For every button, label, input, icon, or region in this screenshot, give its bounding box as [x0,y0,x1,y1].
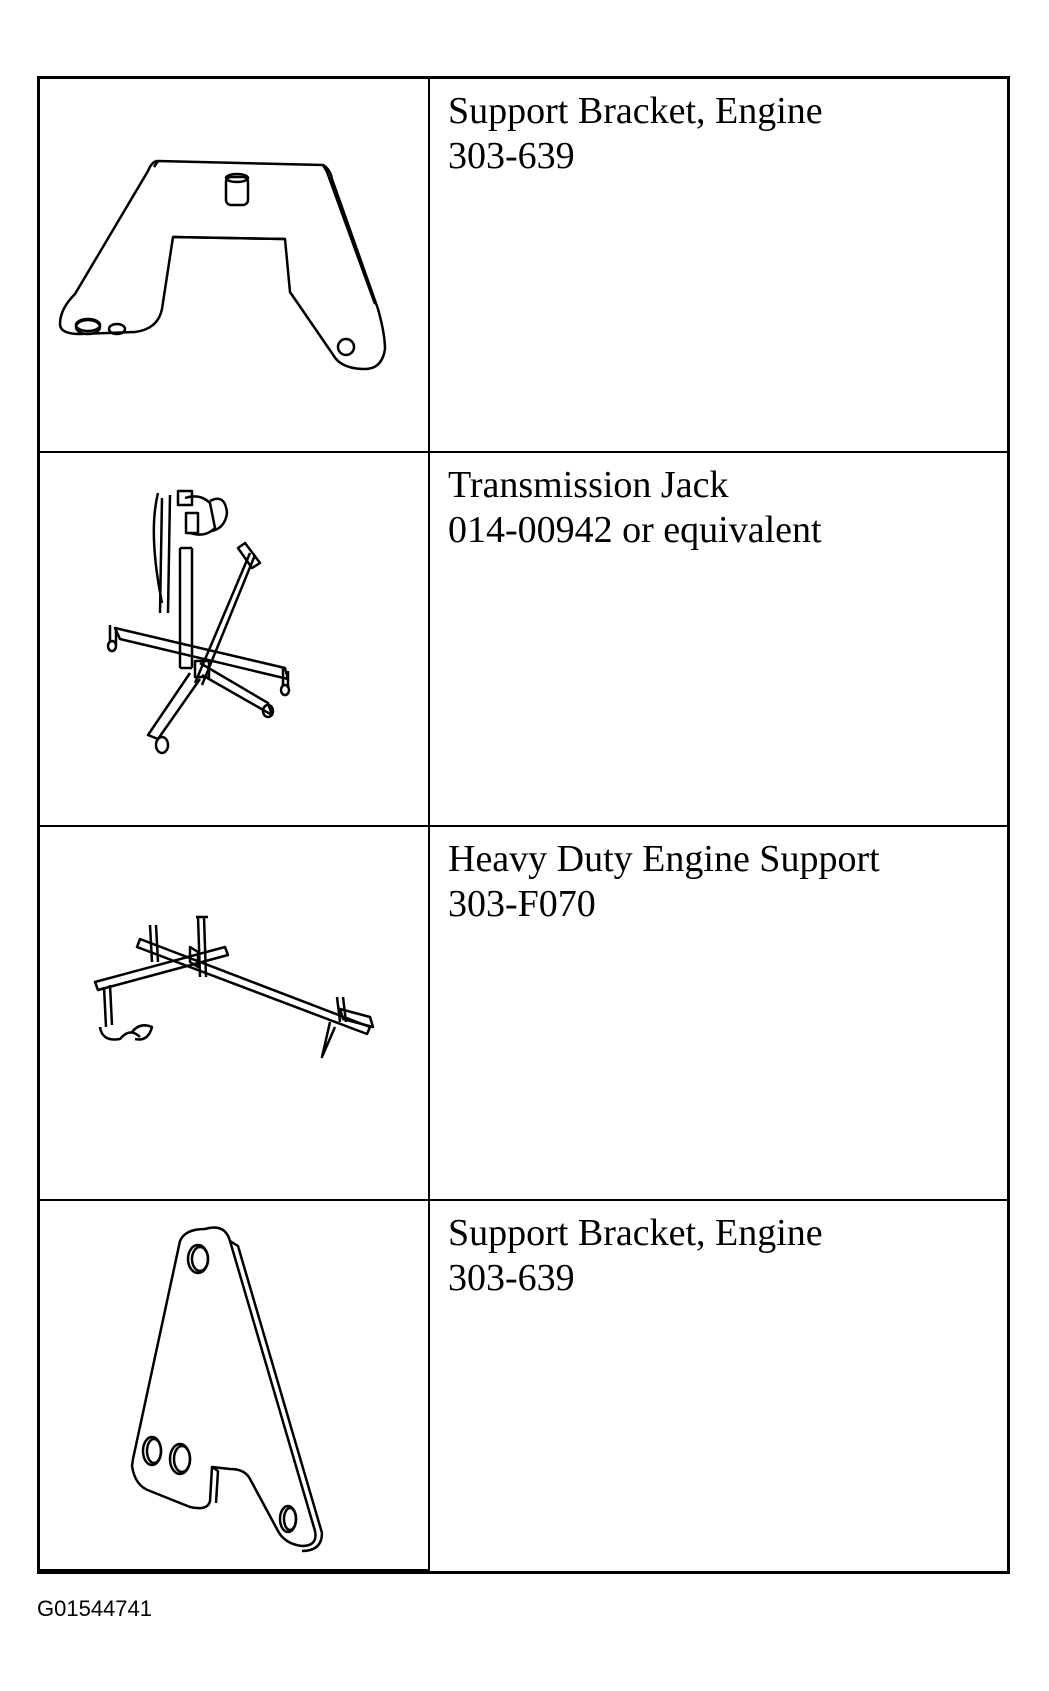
engine-support-bracket-icon [40,79,428,451]
transmission-jack-icon [40,453,428,825]
tool-image-cell [40,79,430,453]
tool-name: Support Bracket, Engine [448,1212,823,1254]
figure-id: G01544741 [37,1596,152,1621]
tool-description-cell [430,827,1007,1201]
tool-description-cell [430,79,1007,453]
tool-description-cell [430,1201,1007,1571]
tool-part-number: 014-00942 or equivalent [448,509,822,551]
tool-part-number: 303-639 [448,1257,575,1299]
tool-image-cell [40,1201,430,1571]
tool-image-cell [40,453,430,827]
tool-image-cell [40,827,430,1201]
tool-name: Heavy Duty Engine Support [448,838,880,880]
tool-part-number: 303-639 [448,135,575,177]
tool-name: Transmission Jack [448,464,729,506]
tool-name: Support Bracket, Engine [448,90,823,132]
engine-support-bar-icon [40,827,428,1199]
special-tools-table [37,76,1010,1574]
triangular-support-bracket-icon [40,1201,428,1569]
tool-description-cell [430,453,1007,827]
tool-part-number: 303-F070 [448,883,596,925]
